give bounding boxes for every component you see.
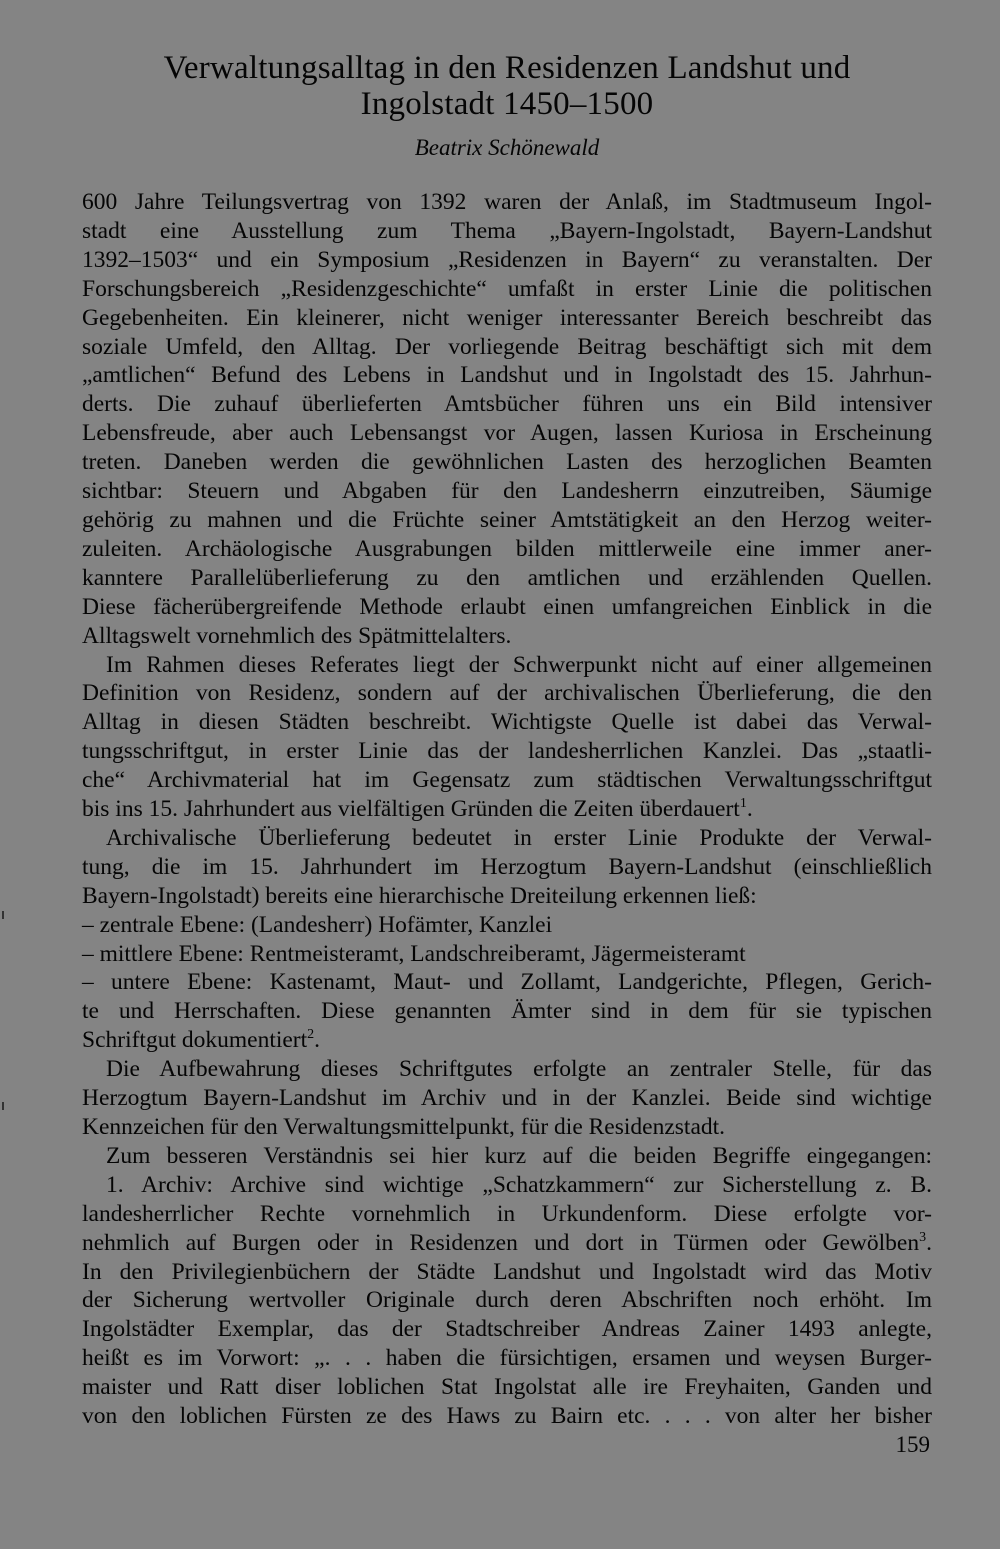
text-line: soziale Umfeld, den Alltag. Der vorliegende Beitrag beschäftigt sich mit dem xyxy=(82,333,932,360)
text-line: Ingolstädter Exemplar, das der Stadtschreiber Andreas Zainer 1493 anlegte, xyxy=(82,1316,932,1343)
text-line: derts. Die zuhauf überlieferten Amtsbücher führen uns ein Bild intensiver xyxy=(82,391,932,418)
text-line: treten. Daneben werden die gewöhnlichen Lasten des herzoglichen Beamten xyxy=(82,449,932,476)
footnote-marker: 3 xyxy=(919,1229,927,1245)
text-line: von den loblichen Fürsten ze des Haws zu Bairn etc. . . . von alter her bisher xyxy=(82,1403,932,1430)
text-span: nehmlich auf Burgen oder in Residenzen und dort in Türmen oder Gewölben xyxy=(82,1229,920,1256)
text-line: heißt es im Vorwort: „. . . haben die fürsichtigen, ersamen und weysen Burger- xyxy=(82,1345,932,1372)
text-line: 600 Jahre Teilungsvertrag von 1392 waren der Anlaß, im Stadtmuseum Ingol- xyxy=(82,189,932,215)
text-line: tung, die im 15. Jahrhundert im Herzogtum Bayern-Landshut (einschließlich xyxy=(82,853,932,880)
text-line: 1392–1503“ und ein Symposium „Residenzen in Bayern“ zu veranstalten. Der xyxy=(82,246,932,273)
text-line: Bayern-Ingolstadt) bereits eine hierarchische Dreiteilung erkennen ließ: xyxy=(82,882,757,909)
text-line: che“ Archivmaterial hat im Gegensatz zum städtischen Verwaltungsschriftgut xyxy=(82,767,932,794)
author-name: Beatrix Schönewald xyxy=(414,135,600,160)
footnote-marker: 1 xyxy=(739,796,747,812)
text-line: Lebensfreude, aber auch Lebensangst vor Augen, lassen Kuriosa in Erscheinung xyxy=(82,420,932,447)
article-body xyxy=(82,188,932,1431)
text-line: gehörig zu mahnen und die Früchte seiner Amtstätigkeit an den Herzog weiter- xyxy=(82,506,932,533)
text-line: tungsschriftgut, in erster Linie das der landesherrlichen Kanzlei. Das „staatli- xyxy=(82,738,932,765)
text-line: te und Herrschaften. Diese genannten Ämter sind in dem für sie typischen xyxy=(82,998,932,1025)
text-line: Diese fächerübergreifende Methode erlaubt einen umfangreichen Einblick in die xyxy=(82,593,932,620)
article-title xyxy=(82,50,932,122)
text-line: Herzogtum Bayern-Landshut im Archiv und in der Kanzlei. Beide sind wichtige xyxy=(82,1085,932,1112)
text-line: sichtbar: Steuern und Abgaben für den Landesherrn einzutreiben, Säumige xyxy=(82,478,932,505)
text-line: Alltag in diesen Städten beschreibt. Wichtigste Quelle ist dabei das Verwal- xyxy=(82,709,932,736)
text-span: Schriftgut dokumentiert xyxy=(82,1027,308,1054)
scan-edge-mark xyxy=(2,911,4,919)
text-span: bis ins 15. Jahrhundert aus vielfältigen Gründen die Zeiten überdauert xyxy=(82,796,740,823)
text-line: Im Rahmen dieses Referates liegt der Schwerpunkt nicht auf einer allgemeinen xyxy=(106,651,932,678)
text-line: der Sicherung wertvoller Originale durch deren Abschriften noch erhöht. Im xyxy=(82,1287,932,1314)
text-line: stadt eine Ausstellung zum Thema „Bayern-Ingolstadt, Bayern-Landshut xyxy=(82,217,932,244)
text-line: landesherrlicher Rechte vornehmlich in Urkundenform. Diese erfolgte vor- xyxy=(82,1200,932,1227)
text-line: kanntere Parallelüberlieferung zu den amtlichen und erzählenden Quellen. xyxy=(82,564,932,591)
text-span: . xyxy=(746,796,753,823)
scan-edge-mark xyxy=(2,1102,4,1110)
text-line: maister und Ratt diser loblichen Stat Ingolstat alle ire Freyhaiten, Ganden und xyxy=(82,1374,932,1401)
text-line: „amtlichen“ Befund des Lebens in Landshut und in Ingolstadt des 15. Jahrhun- xyxy=(82,362,932,389)
text-line xyxy=(82,1026,932,1055)
text-line xyxy=(82,795,932,824)
text-line: Alltagswelt vornehmlich des Spätmittelalters. xyxy=(82,622,512,649)
text-line: Archivalische Überlieferung bedeutet in erster Linie Produkte der Verwal- xyxy=(106,824,932,851)
text-line: 1. Archiv: Archive sind wichtige „Schatzkammern“ zur Sicherstellung z. B. xyxy=(106,1171,932,1198)
text-line: Definition von Residenz, sondern auf der archivalischen Überlieferung, die den xyxy=(82,680,932,707)
page-number: 159 xyxy=(895,1432,930,1457)
text-line: Die Aufbewahrung dieses Schriftgutes erfolgte an zentraler Stelle, für das xyxy=(106,1056,932,1083)
text-line: Forschungsbereich „Residenzgeschichte“ umfaßt in erster Linie die politischen xyxy=(82,275,932,302)
title-line: Ingolstadt 1450–1500 xyxy=(360,86,654,122)
list-item: – zentrale Ebene: (Landesherr) Hofämter, Kanzlei xyxy=(82,911,553,938)
title-line: Verwaltungsalltag in den Residenzen Landshut und xyxy=(163,50,851,86)
text-line: zuleiten. Archäologische Ausgrabungen bilden mittlerweile eine immer aner- xyxy=(82,535,932,562)
footnote-marker: 2 xyxy=(307,1027,315,1043)
text-span: . xyxy=(926,1229,932,1256)
list-item: – mittlere Ebene: Rentmeisteramt, Landschreiberamt, Jägermeisteramt xyxy=(82,940,746,967)
text-span: . xyxy=(314,1027,321,1054)
book-page xyxy=(82,50,932,1431)
text-line xyxy=(82,1229,932,1258)
list-item: – untere Ebene: Kastenamt, Maut- und Zollamt, Landgerichte, Pflegen, Gerich- xyxy=(82,969,932,996)
text-line: In den Privilegienbüchern der Städte Landshut und Ingolstadt wird das Motiv xyxy=(82,1258,932,1285)
text-line: Zum besseren Verständnis sei hier kurz auf die beiden Begriffe eingegangen: xyxy=(106,1142,932,1169)
text-line: Kennzeichen für den Verwaltungsmittelpunkt, für die Residenzstadt. xyxy=(82,1114,726,1140)
text-line: Gegebenheiten. Ein kleinerer, nicht weniger interessanter Bereich beschreibt das xyxy=(82,304,932,331)
